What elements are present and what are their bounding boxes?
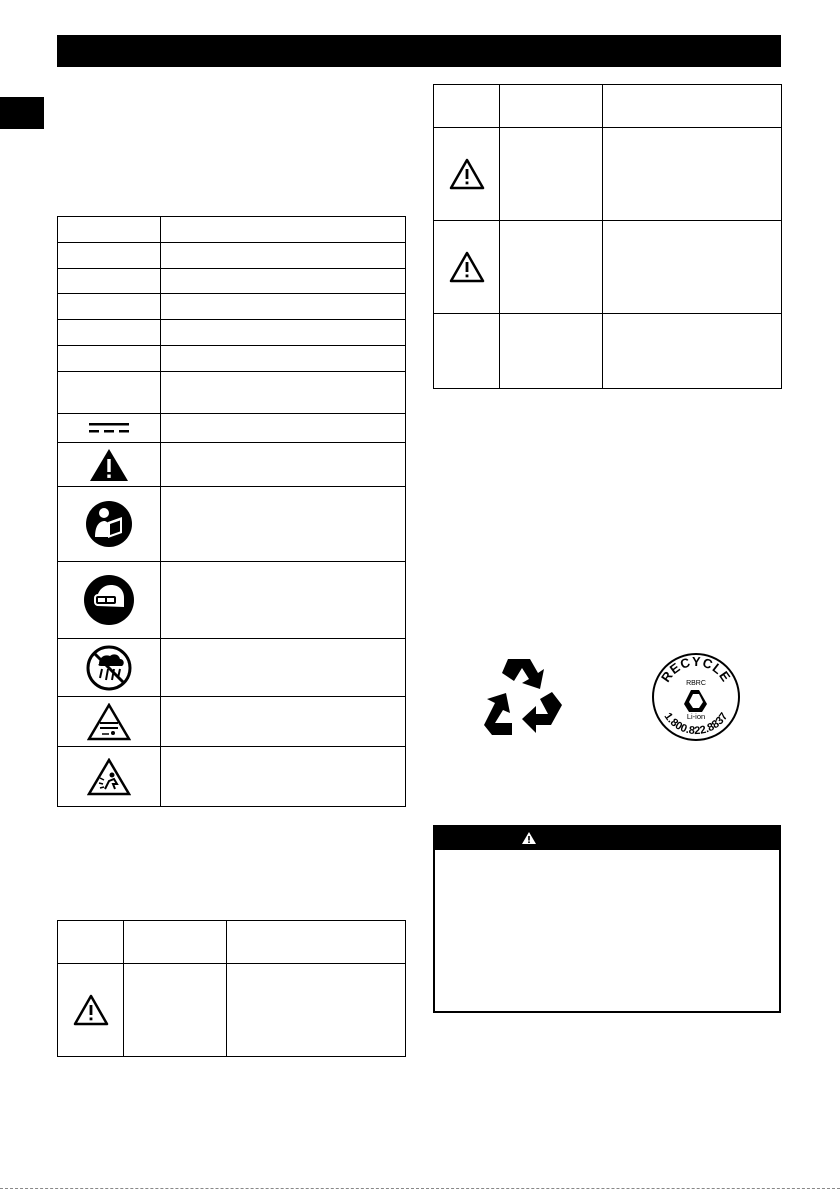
- table-header-row: [58, 921, 406, 964]
- svg-text:Li-ion: Li-ion: [686, 712, 706, 721]
- table-row: [58, 269, 406, 294]
- table-row: [58, 217, 406, 243]
- eye-protection-icon: [83, 574, 135, 626]
- safety-alert-icon: [89, 448, 129, 482]
- svg-text:RBRC: RBRC: [686, 680, 706, 687]
- table-row: [58, 294, 406, 320]
- table-row: [58, 697, 406, 747]
- recycle-arrows-icon: [478, 655, 564, 739]
- table-row: [58, 487, 406, 562]
- table-row: [58, 639, 406, 697]
- table-row: [58, 747, 406, 807]
- symbols-table: [57, 216, 406, 807]
- table-row: [434, 221, 782, 314]
- table-row: [58, 243, 406, 269]
- rbrc-recycle-seal-icon: [651, 652, 741, 742]
- table-row: [58, 964, 406, 1057]
- bystander-distance-icon: [87, 703, 131, 741]
- table-row: [58, 562, 406, 639]
- direct-current-icon: [87, 421, 131, 435]
- read-manual-icon: [85, 500, 133, 548]
- svg-text:RECYCLE: RECYCLE: [658, 653, 735, 685]
- table-row: [58, 346, 406, 372]
- table-header-row: [434, 85, 782, 128]
- table-row: [58, 443, 406, 487]
- table-row: [58, 320, 406, 346]
- warning-triangle-icon: [449, 158, 485, 190]
- warning-box-header: [433, 825, 781, 850]
- warning-box: [433, 825, 781, 1013]
- table-row: [434, 314, 782, 389]
- warning-triangle-icon: [449, 251, 485, 283]
- warning-triangle-icon: [73, 994, 109, 1026]
- no-rain-icon: [86, 645, 132, 691]
- header-bar: [57, 35, 781, 67]
- signal-words-table-continued: [433, 84, 782, 389]
- warning-triangle-icon: [521, 831, 537, 845]
- thrown-objects-icon: [87, 758, 131, 796]
- table-row: [58, 414, 406, 443]
- signal-words-table: [57, 920, 406, 1057]
- table-row: [434, 128, 782, 221]
- svg-text:1.800.822.8837: 1.800.822.8837: [661, 710, 731, 738]
- language-tab: [0, 97, 44, 129]
- page-bottom-rule: [0, 1188, 840, 1189]
- table-row: [58, 372, 406, 414]
